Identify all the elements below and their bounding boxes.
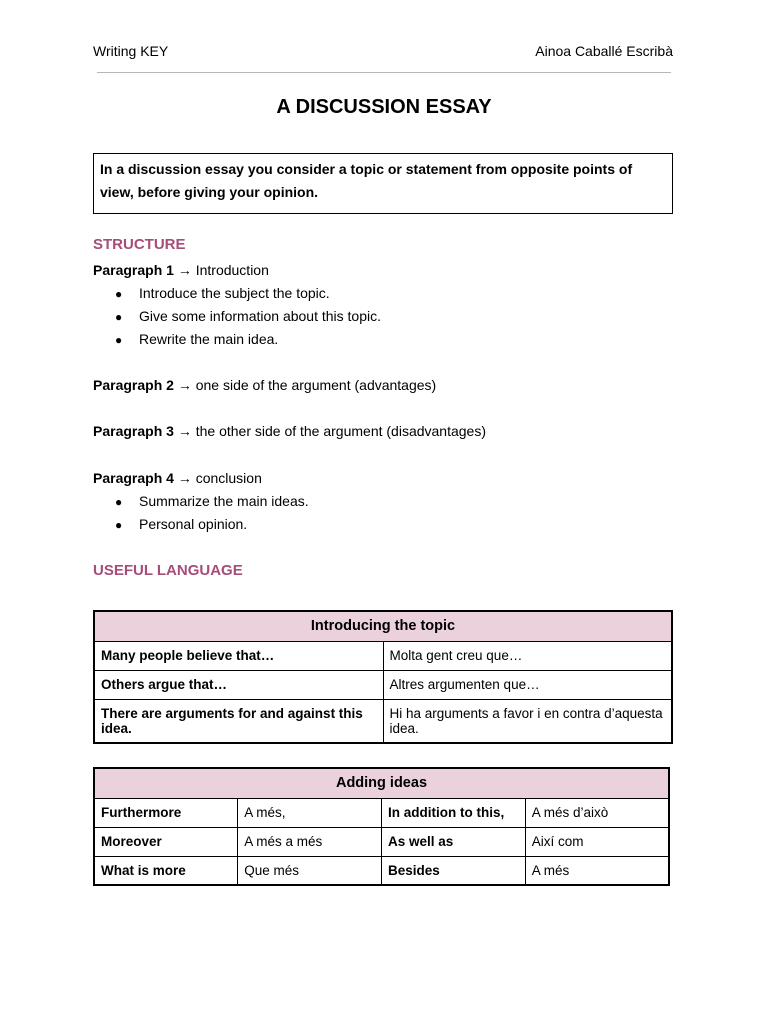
header-subject: Writing KEY [93,43,169,59]
paragraph-1-label: Paragraph 1 [93,262,174,278]
phrase-en: Besides [382,856,526,885]
phrase-en: Others argue that… [94,670,383,699]
phrase-en: What is more [94,856,238,885]
phrase-ca: Hi ha arguments a favor i en contra d’aquesta idea. [383,699,672,743]
paragraph-3-label: Paragraph 3 [93,423,174,439]
page-title: A DISCUSSION ESSAY [276,96,492,118]
paragraph-3-line [93,423,486,439]
bullet-icon: ● [115,310,123,324]
table-row [94,798,669,827]
table-title: Introducing the topic [94,611,672,641]
paragraph-4-text: → conclusion [177,470,262,486]
phrase-ca: Així com [525,827,669,856]
phrase-en: Many people believe that… [94,641,383,670]
table-row [94,699,672,743]
list-item [115,331,278,347]
bullet-text: Introduce the subject the topic. [139,285,330,301]
list-item [115,308,381,324]
bullet-icon: ● [115,333,123,347]
phrase-en: There are arguments for and against this idea. [94,699,383,743]
paragraph-3-text: → the other side of the argument (disadvantages) [177,423,487,439]
phrase-ca: Molta gent creu que… [383,641,672,670]
header-author: Ainoa Caballé Escribà [535,43,673,59]
phrase-en: Furthermore [94,798,238,827]
bullet-text: Give some information about this topic. [139,308,382,324]
bullet-text: Summarize the main ideas. [139,493,309,509]
phrase-ca: A més, [238,798,382,827]
bullet-text: Personal opinion. [139,516,248,532]
table-row [94,641,672,670]
definition-box: In a discussion essay you consider a topic or statement from opposite points of view, before giving your opinion. [93,153,673,214]
list-item [115,493,309,509]
adding-ideas-table [93,767,670,886]
phrase-en: In addition to this, [382,798,526,827]
bullet-icon: ● [115,287,123,301]
phrase-en: As well as [382,827,526,856]
paragraph-4-label: Paragraph 4 [93,470,174,486]
structure-heading: STRUCTURE [93,236,186,253]
table-row [94,670,672,699]
phrase-ca: Altres argumenten que… [383,670,672,699]
introducing-topic-table [93,610,673,744]
list-item [115,285,330,301]
paragraph-2-text: → one side of the argument (advantages) [177,377,437,393]
phrase-ca: Que més [238,856,382,885]
list-item [115,516,247,532]
paragraph-2-line [93,377,436,393]
table-row [94,856,669,885]
paragraph-4-line [93,470,262,486]
header-divider [97,72,671,73]
table-title: Adding ideas [94,768,669,798]
bullet-icon: ● [115,518,123,532]
bullet-text: Rewrite the main idea. [139,331,279,347]
paragraph-1-text: → Introduction [177,262,269,278]
phrase-ca: A més a més [238,827,382,856]
paragraph-1-line [93,262,269,278]
table-row [94,827,669,856]
useful-language-heading: USEFUL LANGUAGE [93,562,243,579]
bullet-icon: ● [115,495,123,509]
phrase-ca: A més [525,856,669,885]
phrase-en: Moreover [94,827,238,856]
phrase-ca: A més d’això [525,798,669,827]
paragraph-2-label: Paragraph 2 [93,377,174,393]
